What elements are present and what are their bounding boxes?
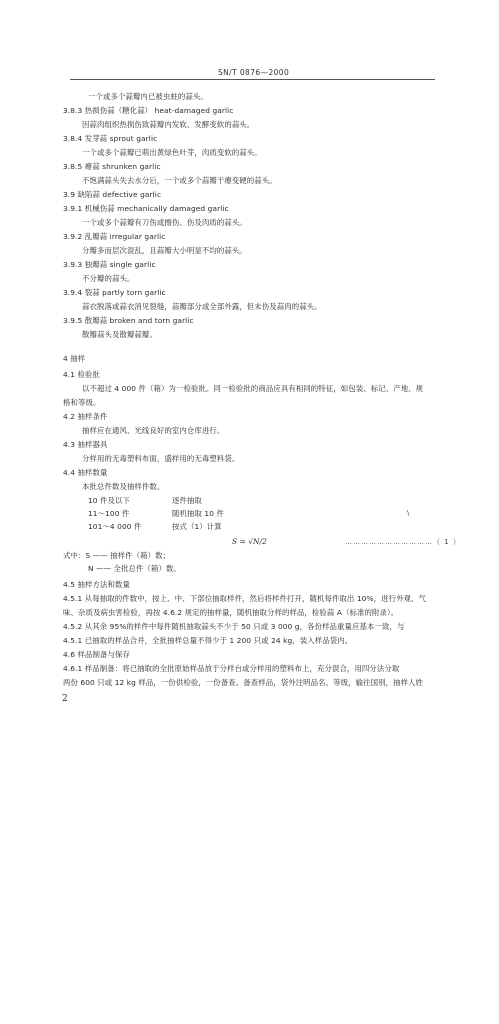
text-line: 不分瓣的蒜头。 bbox=[82, 274, 135, 283]
text-line: 因蒜肉组织热损伤致蒜瓣内发软、发酵变软的蒜头。 bbox=[82, 120, 255, 129]
text-line: 蒜衣脱落或蒜衣消见裂缝，蒜瓣部分或全部外露，但未伤及蒜肉的蒜头。 bbox=[82, 302, 322, 311]
text-line: 抽样应在通风、光线良好的室内仓库进行。 bbox=[82, 426, 225, 435]
clause-heading: 3.9.5 散瓣蒜 broken and torn garlic bbox=[63, 316, 194, 325]
formula: S = √N/2 bbox=[232, 537, 267, 546]
clause-heading: 4.4 抽样数量 bbox=[63, 468, 108, 477]
text-line: 4.5.2 从其余 95%的样件中每件随机抽取蒜头不少于 50 只或 3 000 g，各份样品重量应基本一致，与 bbox=[63, 622, 405, 631]
standard-code: SN/T 0876—2000 bbox=[218, 68, 290, 77]
text-line: 本批总件数及抽样件数。 bbox=[82, 482, 165, 491]
clause-heading: 3.9 缺陷蒜 defective garlic bbox=[63, 190, 162, 199]
quantity-range: 10 件及以下 bbox=[88, 496, 131, 505]
clause-heading: 4.1 检验批 bbox=[63, 370, 100, 379]
formula-legend: 式中：S —— 抽样件（箱）数； bbox=[63, 551, 171, 560]
clause-heading: 4.5 抽样方法和数量 bbox=[63, 580, 130, 589]
formula-legend: N —— 全批总件（箱）数。 bbox=[88, 564, 181, 573]
equation-number: ……………………………（ 1 ） bbox=[345, 538, 461, 546]
clause-heading: 4.3 抽样器具 bbox=[63, 440, 108, 449]
quantity-rule: 逐件抽取 bbox=[172, 496, 202, 505]
clause-heading: 3.8.5 瘪蒜 shrunken garlic bbox=[63, 162, 161, 171]
text-line: 4.6.1 样品制备：将已抽取的全批原始样品放于分样台或分样用的塑料布上，充分混合，用四分法分取 bbox=[63, 664, 400, 673]
clause-heading: 3.8.4 发芽蒜 sprout garlic bbox=[63, 134, 158, 143]
text-line: 分样用的无毒塑料布面，盛样用的无毒塑料袋。 bbox=[82, 454, 240, 463]
text-line: 4.5.1 已抽取的样品合并，全批抽样总量不得少于 1 200 只或 24 kg，装入样品袋内。 bbox=[63, 636, 353, 645]
clause-heading: 3.9.2 乱瓣蒜 irregular garlic bbox=[63, 232, 166, 241]
text-line: 格和等级。 bbox=[63, 398, 101, 407]
quantity-rule: 按式（1）计算 bbox=[172, 522, 222, 531]
quantity-rule: 随机抽取 10 件 bbox=[172, 509, 224, 518]
quantity-range: 101～4 000 件 bbox=[88, 522, 142, 531]
header-rule bbox=[70, 79, 435, 80]
clause-heading: 3.9.4 裂蒜 partly torn garlic bbox=[63, 288, 166, 297]
clause-heading: 4.6 样品制备与保存 bbox=[63, 650, 130, 659]
clause-heading: 4.2 抽样条件 bbox=[63, 412, 108, 421]
section-heading: 4 抽样 bbox=[63, 354, 86, 363]
clause-heading: 3.8.3 热损伤蒜（糖化蒜） heat-damaged garlic bbox=[63, 106, 234, 115]
text-line: 以不超过 4 000 件（箱）为一检验批。同一检验批的商品应具有相同的特征，如包装、标记、产地、规 bbox=[82, 384, 424, 393]
text-line: 不饱满蒜头失去水分后，一个或多个蒜瓣干瘪变硬的蒜头。 bbox=[82, 176, 277, 185]
clause-heading: 3.9.1 机械伤蒜 mechanically damaged garlic bbox=[63, 204, 229, 213]
text-line: 一个或多个蒜瓣内已被虫蛀的蒜头。 bbox=[88, 92, 208, 101]
text-line: 味、杂质及病虫害检验，再按 4.6.2 规定的抽样量，随机抽取分样的样品，检验蒜 A（标准的附录）。 bbox=[63, 608, 399, 617]
text-line: 一个或多个蒜瓣有刀伤或擦伤、伤及肉质的蒜头。 bbox=[82, 218, 247, 227]
text-line: 4.5.1 从每抽取的件数中，按上、中、下部位抽取样件，然后将样件打开，随机每件取出 10%，进行外观、气 bbox=[63, 594, 427, 603]
clause-heading: 3.9.3 独瓣蒜 single garlic bbox=[63, 260, 156, 269]
page-number: 2 bbox=[62, 694, 68, 704]
text-line: 两份 600 只或 12 kg 样品，一份供检验，一份备查。备查样品，袋外注明品名、等级，输往国别，抽样人姓 bbox=[63, 678, 424, 687]
tick-mark: \ bbox=[407, 509, 410, 517]
quantity-range: 11～100 件 bbox=[88, 509, 130, 518]
text-line: 散瓣蒜头及散瓣蒜瓣。 bbox=[82, 330, 157, 339]
text-line: 分瓣多而层次混乱，且蒜瓣大小明显不均的蒜头。 bbox=[82, 246, 247, 255]
text-line: 一个或多个蒜瓣已萌出黄绿色叶芽，肉质变软的蒜头。 bbox=[82, 148, 262, 157]
